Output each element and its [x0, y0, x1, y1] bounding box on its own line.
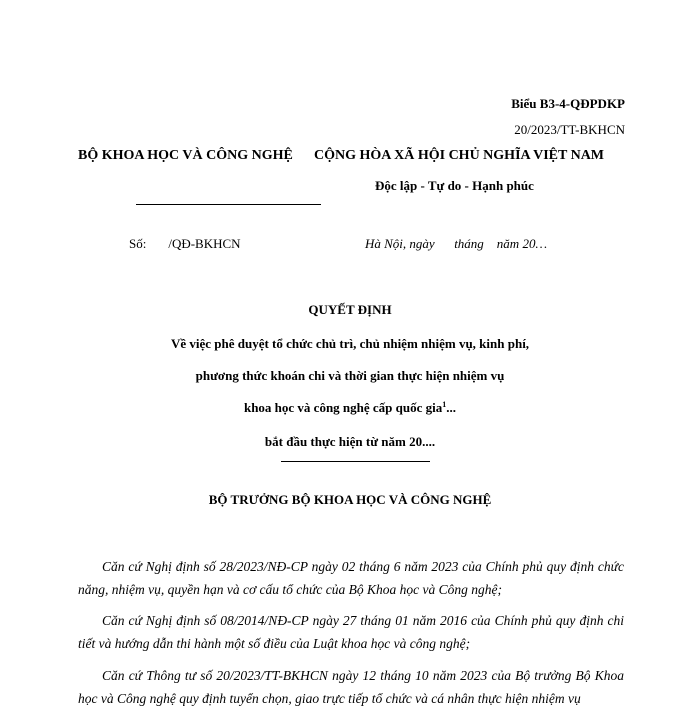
number-suffix: /QĐ-BKHCN — [168, 236, 241, 251]
subject-line-3-tail: ... — [446, 400, 457, 415]
legal-basis-2: Căn cứ Nghị định số 08/2014/NĐ-CP ngày 27 tháng 01 năm 2016 của Chính phủ quy định chi tiết và hướng dẫn thi hành một số điều của Luật khoa học và công nghệ; — [78, 613, 624, 651]
decision-title: QUYẾT ĐỊNH — [308, 302, 392, 317]
legal-basis-1: Căn cứ Nghị định số 28/2023/NĐ-CP ngày 02 tháng 6 năm 2023 của Chính phủ quy định chức năng, nhiệm vụ, quyền hạn và cơ cấu tổ chức của Bộ Khoa học và Công nghệ; — [78, 559, 624, 597]
form-code: Biểu B3-4-QĐPDKP — [511, 96, 625, 111]
place-date: Hà Nội, ngày tháng năm 20… — [365, 236, 547, 251]
decision-number — [129, 236, 241, 252]
subject-line-2: phương thức khoán chi và thời gian thực hiện nhiệm vụ — [195, 368, 505, 383]
authority-heading: BỘ TRƯỞNG BỘ KHOA HỌC VÀ CÔNG NGHỆ — [208, 492, 492, 507]
number-label: Số: — [129, 236, 147, 251]
footnote-marker[interactable]: 1 — [442, 400, 447, 409]
title-underline — [281, 461, 430, 462]
nation-name: CỘNG HÒA XÃ HỘI CHỦ NGHĨA VIỆT NAM — [314, 148, 605, 163]
subject-line-4: bắt đầu thực hiện từ năm 20.... — [264, 434, 436, 449]
legal-basis-3: Căn cứ Thông tư số 20/2023/TT-BKHCN ngày 12 tháng 10 năm 2023 của Bộ trưởng Bộ Khoa học và Công nghệ quy định tuyển chọn, giao trực tiếp tổ chức và cá nhân thực hiện nhiệm vụ — [78, 668, 624, 706]
circular-number: 20/2023/TT-BKHCN — [514, 122, 625, 137]
subject-line-3-text: khoa học và công nghệ cấp quốc gia — [243, 400, 443, 415]
ministry-name: BỘ KHOA HỌC VÀ CÔNG NGHỆ — [78, 148, 293, 163]
subject-line-1: Về việc phê duyệt tổ chức chủ trì, chủ nhiệm nhiệm vụ, kinh phí, — [170, 336, 530, 351]
ministry-underline — [136, 204, 321, 205]
nation-motto: Độc lập - Tự do - Hạnh phúc — [375, 178, 534, 193]
subject-line-3 — [0, 400, 700, 416]
